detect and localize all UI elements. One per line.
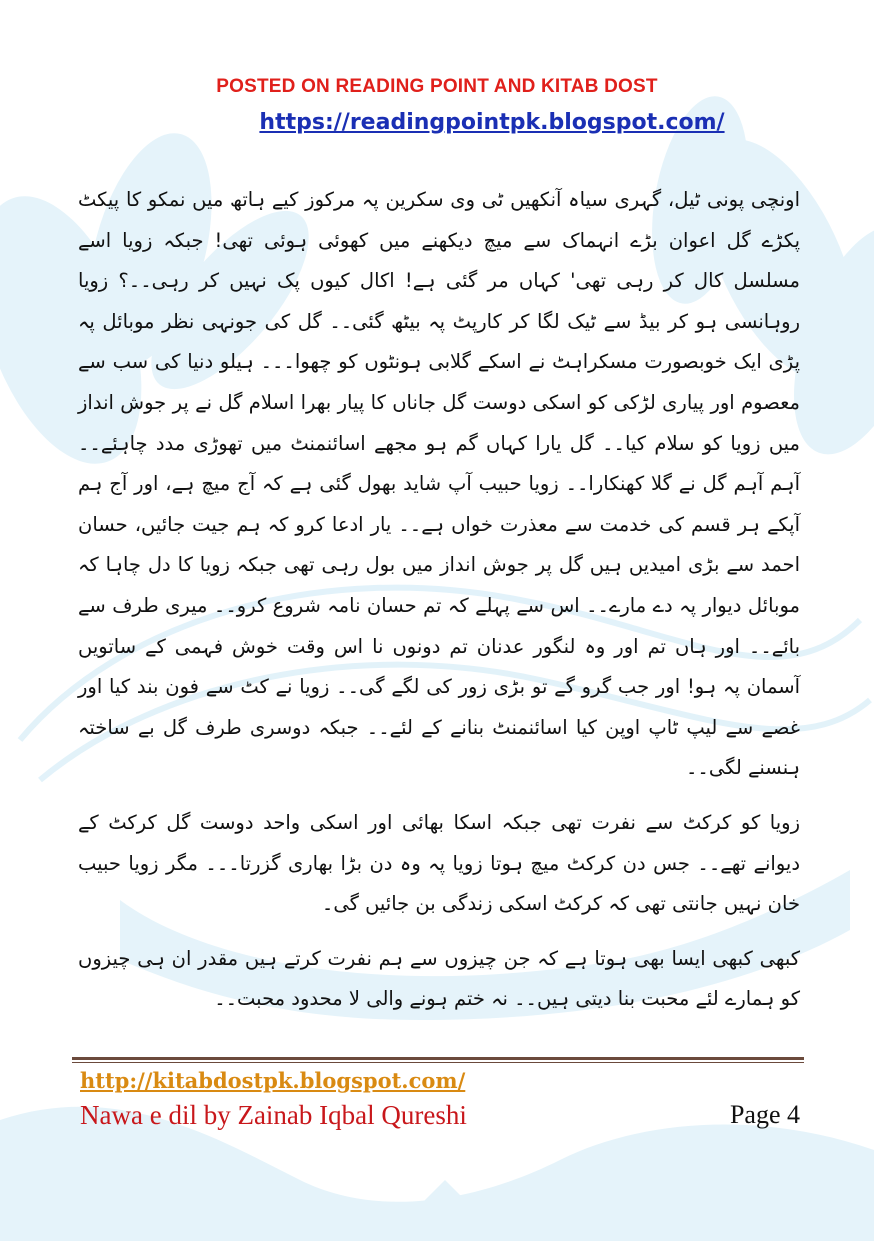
reading-point-url-link[interactable]: https://readingpointpk.blogspot.com/ bbox=[259, 110, 725, 135]
posted-on-header: POSTED ON READING POINT AND KITAB DOST bbox=[216, 76, 658, 97]
footer-divider bbox=[72, 1057, 804, 1060]
story-body bbox=[78, 180, 800, 1034]
footer-divider-thin bbox=[72, 1062, 804, 1063]
story-paragraph: اونچی پونی ٹیل، گہری سیاہ آنکھیں ٹی وی سکرین پہ مرکوز کیے ہاتھ میں نمکو کا پیکٹ پکڑے گل اعوان بڑے انہماک سے میچ دیکھنے میں کھوئی ہوئی تھی! جبکہ زویا اسے مسلسل کال کر رہی تھی' کہاں مر گئی ہے! اکال کیوں پک نہیں کر رہی۔۔؟ زویا روہانسی ہو کر بیڈ سے ٹیک لگا کر کارپٹ پہ بیٹھ گئی۔۔ گل کی جونہی نظر موبائل پہ پڑی ایک خوبصورت مسکراہٹ نے اسکے گلابی ہونٹوں کو چھوا۔۔۔ ہیلو دنیا کی سب سے معصوم اور پیاری لڑکی کو اسکی دوست گل جاناں کا پیار بھرا اسلام گل نے پر جوش انداز میں زویا کو سلام کیا۔۔ گل یارا کہاں گم ہو مجھے اسائنمنٹ میں تھوڑی مدد چاہئے۔۔ آہم آہم گل نے گلا کھنکارا۔۔ زویا حبیب آپ شاید بھول گئی ہے کہ آج میچ ہے، اور آج ہم آپکے ہر قسم کی خدمت سے معذرت خواں ہے۔۔ یار ادعا کرو کہ ہم جیت جائیں، حسان احمد سے بڑی امیدیں ہیں گل پر جوش انداز میں بول رہی تھی جبکہ زویا کا دل چاہا کہ موبائل دیوار پہ دے مارے۔۔ اس سے پہلے کہ تم حسان نامہ شروع کرو۔۔ میری طرف سے بائے۔۔ اور ہاں تم اور وہ لنگور عدنان تم دونوں نا اس وقت خوش فہمی کے ساتویں آسمان پہ ہو! اور جب گرو گے تو بڑی زور کی لگے گی۔۔ زویا نے کٹ سے فون بند کیا اور غصے سے لیپ ٹاپ اوپن کیا اسائنمنٹ بنانے کے لئے۔۔ جبکہ دوسری طرف گل بے ساختہ ہنسنے لگی۔۔ bbox=[78, 188, 800, 780]
kitab-dost-url-link[interactable]: http://kitabdostpk.blogspot.com/ bbox=[80, 1068, 466, 1093]
book-title-footer: Nawa e dil by Zainab Iqbal Qureshi bbox=[80, 1100, 467, 1130]
story-paragraph: زویا کو کرکٹ سے نفرت تھی جبکہ اسکا بھائی اور اسکی واحد دوست گل کرکٹ کے دیوانے تھے۔۔ جس دن کرکٹ میچ ہوتا زویا پہ وہ دن بڑا بھاری گزرتا۔۔۔ مگر زویا حبیب خان نہیں جانتی تھی کہ کرکٹ اسکی زندگی بن جائیں گی۔ bbox=[78, 810, 800, 916]
story-paragraph: کبھی کبھی ایسا بھی ہوتا ہے کہ جن چیزوں سے ہم نفرت کرتے ہیں مقدر ان ہی چیزوں کو ہمارے لئے محبت بنا دیتی ہیں۔۔ نہ ختم ہونے والی لا محدود محبت۔۔ bbox=[78, 946, 800, 1011]
page-number: Page 4 bbox=[729, 1100, 800, 1129]
